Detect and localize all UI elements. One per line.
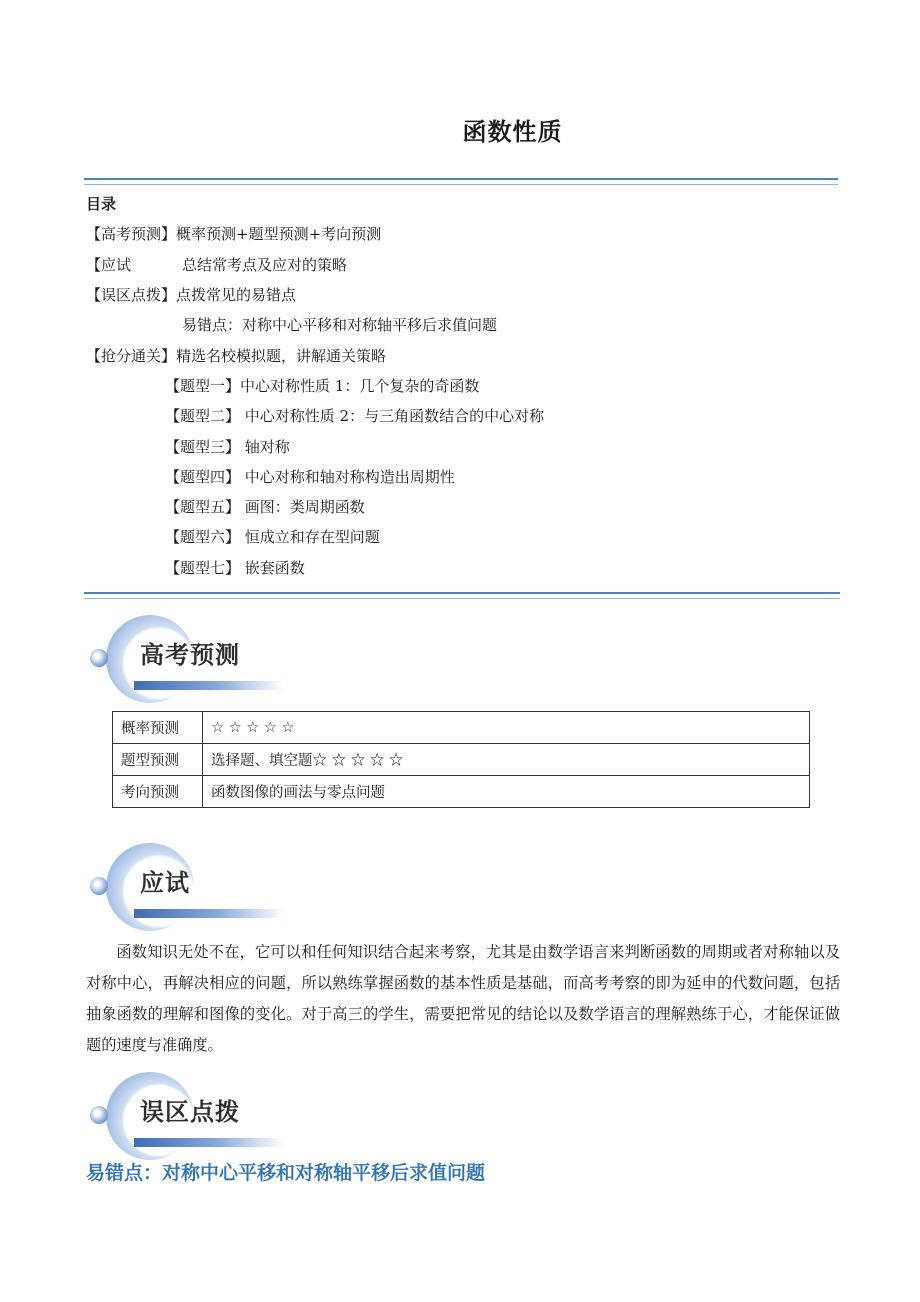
- toc-item[interactable]: [86, 345, 386, 366]
- section-dot-icon: [90, 649, 108, 667]
- toc-type-text: 中心对称性质 1：几个复杂的奇函数: [240, 377, 480, 395]
- toc-type-item[interactable]: [165, 436, 290, 457]
- toc-type-item[interactable]: [165, 466, 455, 487]
- error-point-title: 易错点：对称中心平移和对称轴平移后求值问题: [86, 1162, 486, 1184]
- toc-type-item[interactable]: [165, 557, 305, 578]
- toc-text: 精选名校模拟题，讲解通关策略: [176, 347, 387, 365]
- toc-item[interactable]: [86, 284, 296, 305]
- toc-type-bracket: 【题型二】: [165, 407, 241, 425]
- table-row: [113, 712, 810, 744]
- table-key: 考向预测: [113, 776, 203, 808]
- table-row: [113, 744, 810, 776]
- toc-type-bracket: 【题型七】: [165, 559, 241, 577]
- toc-type-bracket: 【题型四】: [165, 468, 241, 486]
- toc-bracket: 【误区点拨】: [86, 286, 177, 304]
- toc-bracket: 【高考预测】: [86, 225, 177, 243]
- section-underline: [134, 1138, 284, 1147]
- strategy-paragraph: 函数知识无处不在，它可以和任何知识结合起来考察，尤其是由数学语言来判断函数的周期或者对称轴以及对称中心，再解决相应的问题，所以熟练掌握函数的基本性质是基础，而高考考察的即为延申的代数问题，包括抽象函数的理解和图像的变化。对于高三的学生，需要把常见的结论以及数学语言的理解熟练于心，才能保证做题的速度与准确度。: [86, 943, 840, 1054]
- toc-type-bracket: 【题型五】: [165, 498, 241, 516]
- table-row: [113, 776, 810, 808]
- toc-type-text: 恒成立和存在型问题: [240, 528, 380, 546]
- section-title: 应试: [140, 869, 190, 897]
- toc-type-bracket: 【题型六】: [165, 528, 241, 546]
- toc-type-item[interactable]: [165, 375, 479, 396]
- prediction-table: [112, 711, 810, 808]
- toc-type-item[interactable]: [165, 496, 365, 517]
- toc-type-bracket: 【题型三】: [165, 438, 241, 456]
- section-header-wuqu: [88, 1072, 338, 1162]
- toc-type-item[interactable]: [165, 526, 380, 547]
- toc-type-text: 中心对称性质 2：与三角函数结合的中心对称: [240, 407, 545, 425]
- toc-type-text: 中心对称和轴对称构造出周期性: [240, 468, 455, 486]
- toc-type-text: 轴对称: [240, 438, 290, 456]
- toc-item[interactable]: [182, 314, 497, 335]
- toc-heading: 目录: [86, 195, 117, 213]
- page-title: 函数性质: [462, 118, 563, 146]
- toc-text: 易错点：对称中心平移和对称轴平移后求值问题: [182, 316, 498, 334]
- toc-bracket: 【应试: [86, 256, 132, 274]
- section-title: 误区点拨: [140, 1098, 240, 1126]
- table-key: 概率预测: [113, 712, 203, 744]
- divider-middle: [84, 592, 840, 599]
- section-title: 高考预测: [140, 641, 240, 669]
- section-underline: [134, 909, 284, 918]
- table-key: 题型预测: [113, 744, 203, 776]
- section-underline: [134, 681, 284, 690]
- section-dot-icon: [90, 877, 108, 895]
- section-dot-icon: [90, 1106, 108, 1124]
- toc-type-text: 嵌套函数: [240, 559, 305, 577]
- toc-bracket: 【抢分通关】: [86, 347, 177, 365]
- toc-type-text: 画图：类周期函数: [240, 498, 365, 516]
- toc-item[interactable]: [86, 254, 347, 275]
- toc-text: 概率预测+题型预测+考向预测: [176, 225, 382, 243]
- section-header-yingshi: [88, 843, 338, 933]
- table-value: ☆ ☆ ☆ ☆ ☆: [203, 712, 810, 744]
- table-value: 选择题、填空题☆ ☆ ☆ ☆ ☆: [203, 744, 810, 776]
- table-value: 函数图像的画法与零点问题: [203, 776, 810, 808]
- divider-top: [84, 178, 838, 185]
- section-header-gaokao: [88, 615, 338, 705]
- toc-text: 总结常考点及应对的策略: [182, 256, 348, 274]
- toc-type-item[interactable]: [165, 405, 544, 426]
- toc-item[interactable]: [86, 223, 381, 244]
- toc-type-bracket: 【题型一】: [165, 377, 241, 395]
- toc-text: 点拨常见的易错点: [176, 286, 297, 304]
